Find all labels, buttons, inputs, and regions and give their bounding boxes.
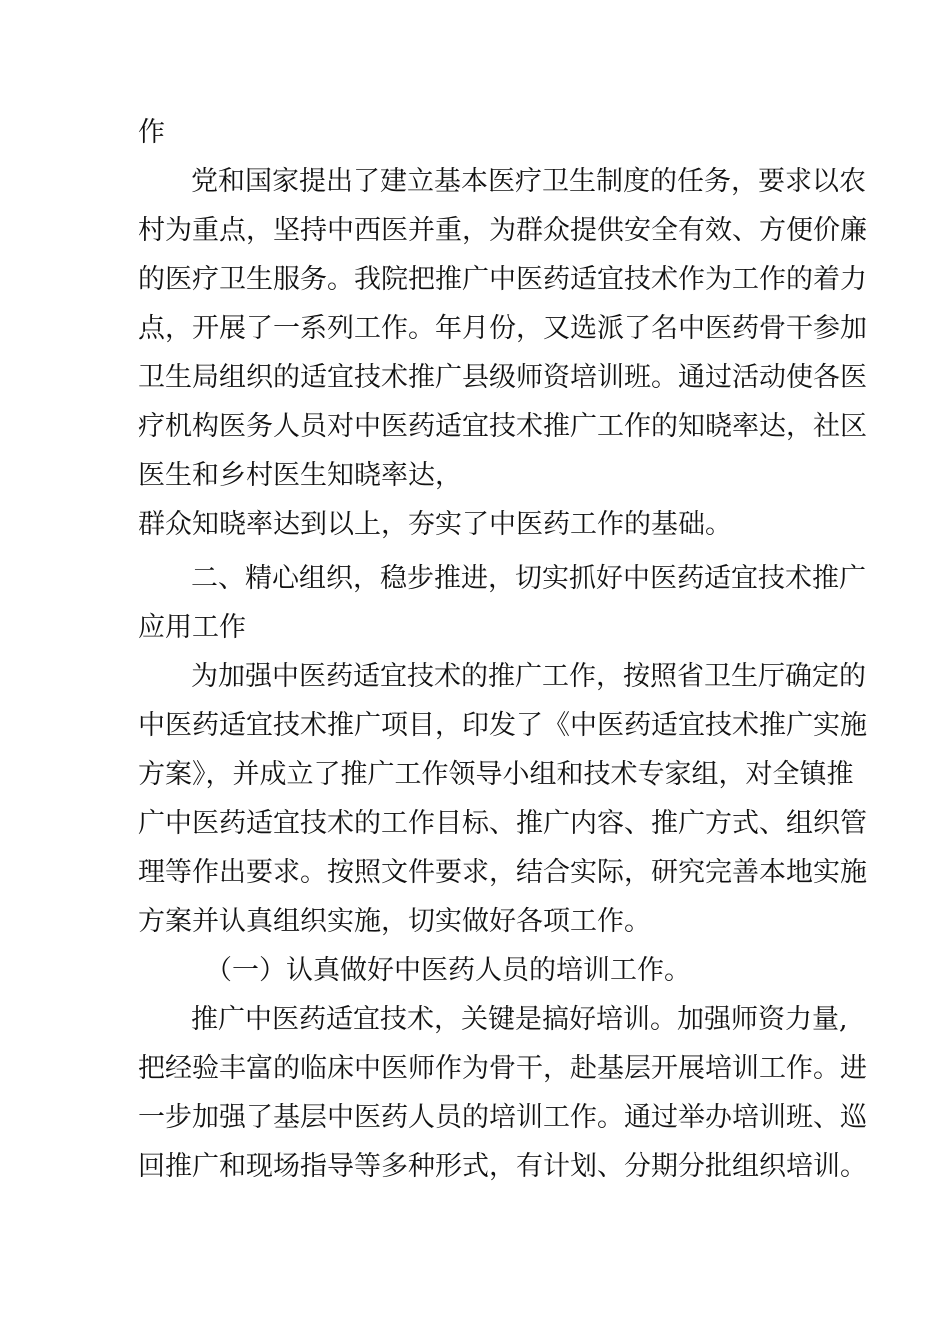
text-line: 点，开展了一系列工作。年月份，又选派了名中医药骨干参加 xyxy=(138,313,867,344)
text-line: 广中医药适宜技术的工作目标、推广内容、推广方式、组织管 xyxy=(138,808,867,839)
text-line: 疗机构医务人员对中医药适宜技术推广工作的知晓率达，社区 xyxy=(138,411,867,442)
text-line: 卫生局组织的适宜技术推广县级师资培训班。通过活动使各医 xyxy=(138,362,867,393)
text-line: 方案并认真组织实施，切实做好各项工作。 xyxy=(138,906,651,937)
text-line: 方案》，并成立了推广工作领导小组和技术专家组，对全镇推 xyxy=(138,759,854,790)
section-heading-line: 二、精心组织，稳步推进，切实抓好中医药适宜技术推广 xyxy=(191,563,866,594)
text-line: 中医药适宜技术推广项目，印发了《中医药适宜技术推广实施 xyxy=(138,710,867,741)
text-line: 回推广和现场指导等多种形式，有计划、分期分批组织培训。 xyxy=(138,1151,867,1182)
paragraph-start-line: 为加强中医药适宜技术的推广工作，按照省卫生厅确定的 xyxy=(191,661,866,692)
section-heading-line: 应用工作 xyxy=(138,612,246,643)
text-line: 把经验丰富的临床中医师作为骨干，赴基层开展培训工作。进 xyxy=(138,1053,867,1084)
paragraph-start-line: 推广中医药适宜技术，关键是搞好培训。加强师资力量, xyxy=(191,1004,848,1035)
text-line: 医生和乡村医生知晓率达， xyxy=(138,460,462,491)
text-line: 群众知晓率达到以上，夯实了中医药工作的基础。 xyxy=(138,509,732,540)
subsection-heading: （一）认真做好中医药人员的培训工作。 xyxy=(205,955,691,986)
paragraph-start-line: 党和国家提出了建立基本医疗卫生制度的任务，要求以农 xyxy=(191,166,866,197)
text-line: 作 xyxy=(138,117,165,148)
text-line: 的医疗卫生服务。我院把推广中医药适宜技术作为工作的着力 xyxy=(138,264,867,295)
text-line: 村为重点，坚持中西医并重，为群众提供安全有效、方便价廉 xyxy=(138,215,867,246)
text-line: 一步加强了基层中医药人员的培训工作。通过举办培训班、巡 xyxy=(138,1102,867,1133)
text-line: 理等作出要求。按照文件要求，结合实际，研究完善本地实施 xyxy=(138,857,867,888)
